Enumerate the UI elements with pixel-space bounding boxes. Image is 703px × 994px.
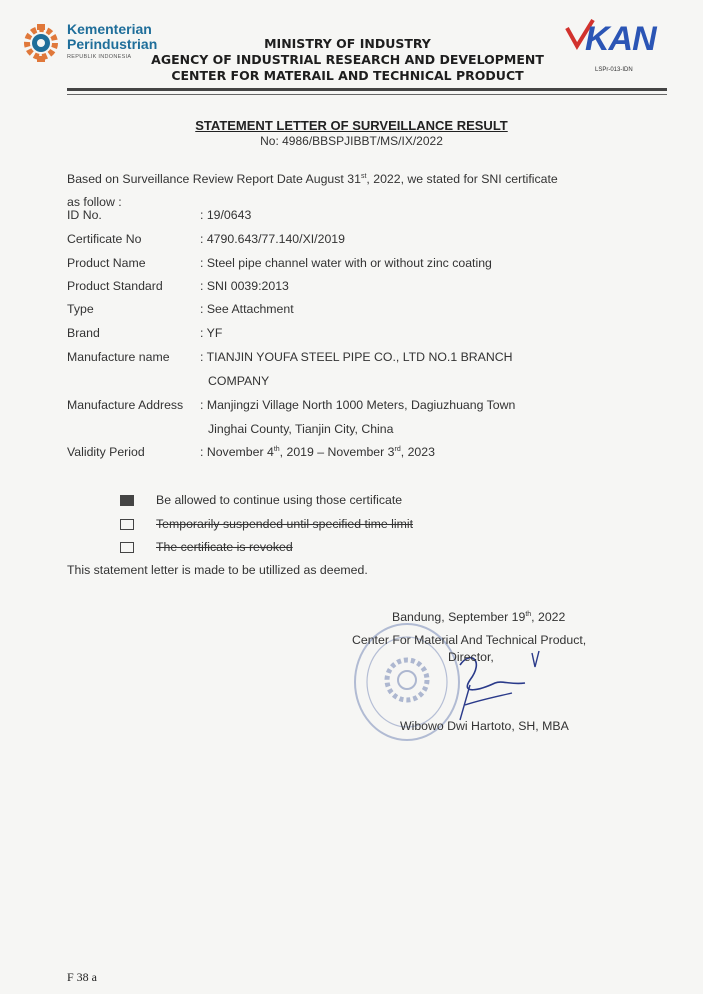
field-value: : SNI 0039:2013 (200, 279, 289, 293)
intro-paragraph (67, 165, 637, 214)
checkbox-unchecked (120, 542, 134, 553)
ministry-name: MINISTRY OF INDUSTRY (264, 36, 431, 51)
status-label: Be allowed to continue using those certificate (156, 493, 403, 507)
document-number: No: 4986/BBSPJIBBT/MS/IX/2022 (260, 134, 443, 148)
field-label: ID No. (67, 208, 102, 222)
field-label: Brand (67, 326, 100, 340)
signature-role: Director, (448, 650, 494, 664)
field-value: : See Attachment (200, 302, 294, 316)
field-value: : 4790.643/77.140/XI/2019 (200, 232, 345, 246)
field-value: : TIANJIN YOUFA STEEL PIPE CO., LTD NO.1 BRANCH (200, 350, 513, 364)
field-value: : November 4th, 2019 – November 3rd, 2023 (200, 445, 435, 459)
intro-text-line2: as follow : (67, 195, 122, 210)
kan-logo (565, 16, 680, 76)
signatory-name: Wibowo Dwi Hartoto, SH, MBA (400, 719, 569, 733)
document-title: STATEMENT LETTER OF SURVEILLANCE RESULT (195, 118, 508, 133)
intro-text-b: , 2022, we stated for SNI certificate (366, 172, 558, 187)
gear-logo-icon (20, 22, 62, 64)
field-label: Type (67, 302, 94, 316)
field-value: : Steel pipe channel water with or without zinc coating (200, 256, 492, 270)
agency-name: AGENCY OF INDUSTRIAL RESEARCH AND DEVELOPMENT (151, 52, 544, 67)
closing-statement: This statement letter is made to be utillized as deemed. (67, 563, 368, 577)
field-value: : Manjingzi Village North 1000 Meters, Dagiuzhuang Town (200, 398, 516, 412)
signature-institution: Center For Material And Technical Product, (352, 633, 587, 647)
center-name: CENTER FOR MATERAIL AND TECHNICAL PRODUCT (171, 68, 524, 83)
field-value: Jinghai County, Tianjin City, China (208, 422, 394, 436)
status-label: Temporarily suspended until specified time limit (156, 517, 413, 531)
checkbox-checked (120, 495, 134, 506)
field-label: Manufacture name (67, 350, 170, 364)
field-label: Validity Period (67, 445, 145, 459)
field-label: Product Name (67, 256, 146, 270)
signature-place-date: Bandung, September 19th, 2022 (392, 610, 566, 624)
field-label: Product Standard (67, 279, 163, 293)
form-code: F 38 a (67, 970, 97, 984)
kan-wordmark: KAN (585, 20, 656, 58)
checkbox-unchecked (120, 519, 134, 530)
header-divider-thin (67, 94, 667, 95)
field-label: Manufacture Address (67, 398, 184, 412)
kan-code: LSPr-013-IDN (595, 67, 633, 73)
status-label: The certificate is revoked (156, 540, 293, 554)
field-label: Certificate No (67, 232, 142, 246)
kemenperin-logo (20, 20, 158, 64)
logo-text-line2: Perindustrian (67, 36, 158, 52)
field-value: COMPANY (208, 374, 270, 388)
field-value: : YF (200, 326, 223, 340)
logo-text-line1: Kementerian (67, 21, 152, 37)
intro-sup: st (360, 173, 367, 180)
logo-subtext: REPUBLIK INDONESIA (67, 54, 132, 60)
letterhead (150, 36, 545, 84)
header-divider-thick (67, 88, 667, 91)
intro-text-a: Based on Surveillance Review Report Date August 31 (67, 172, 361, 187)
field-value: : 19/0643 (200, 208, 252, 222)
